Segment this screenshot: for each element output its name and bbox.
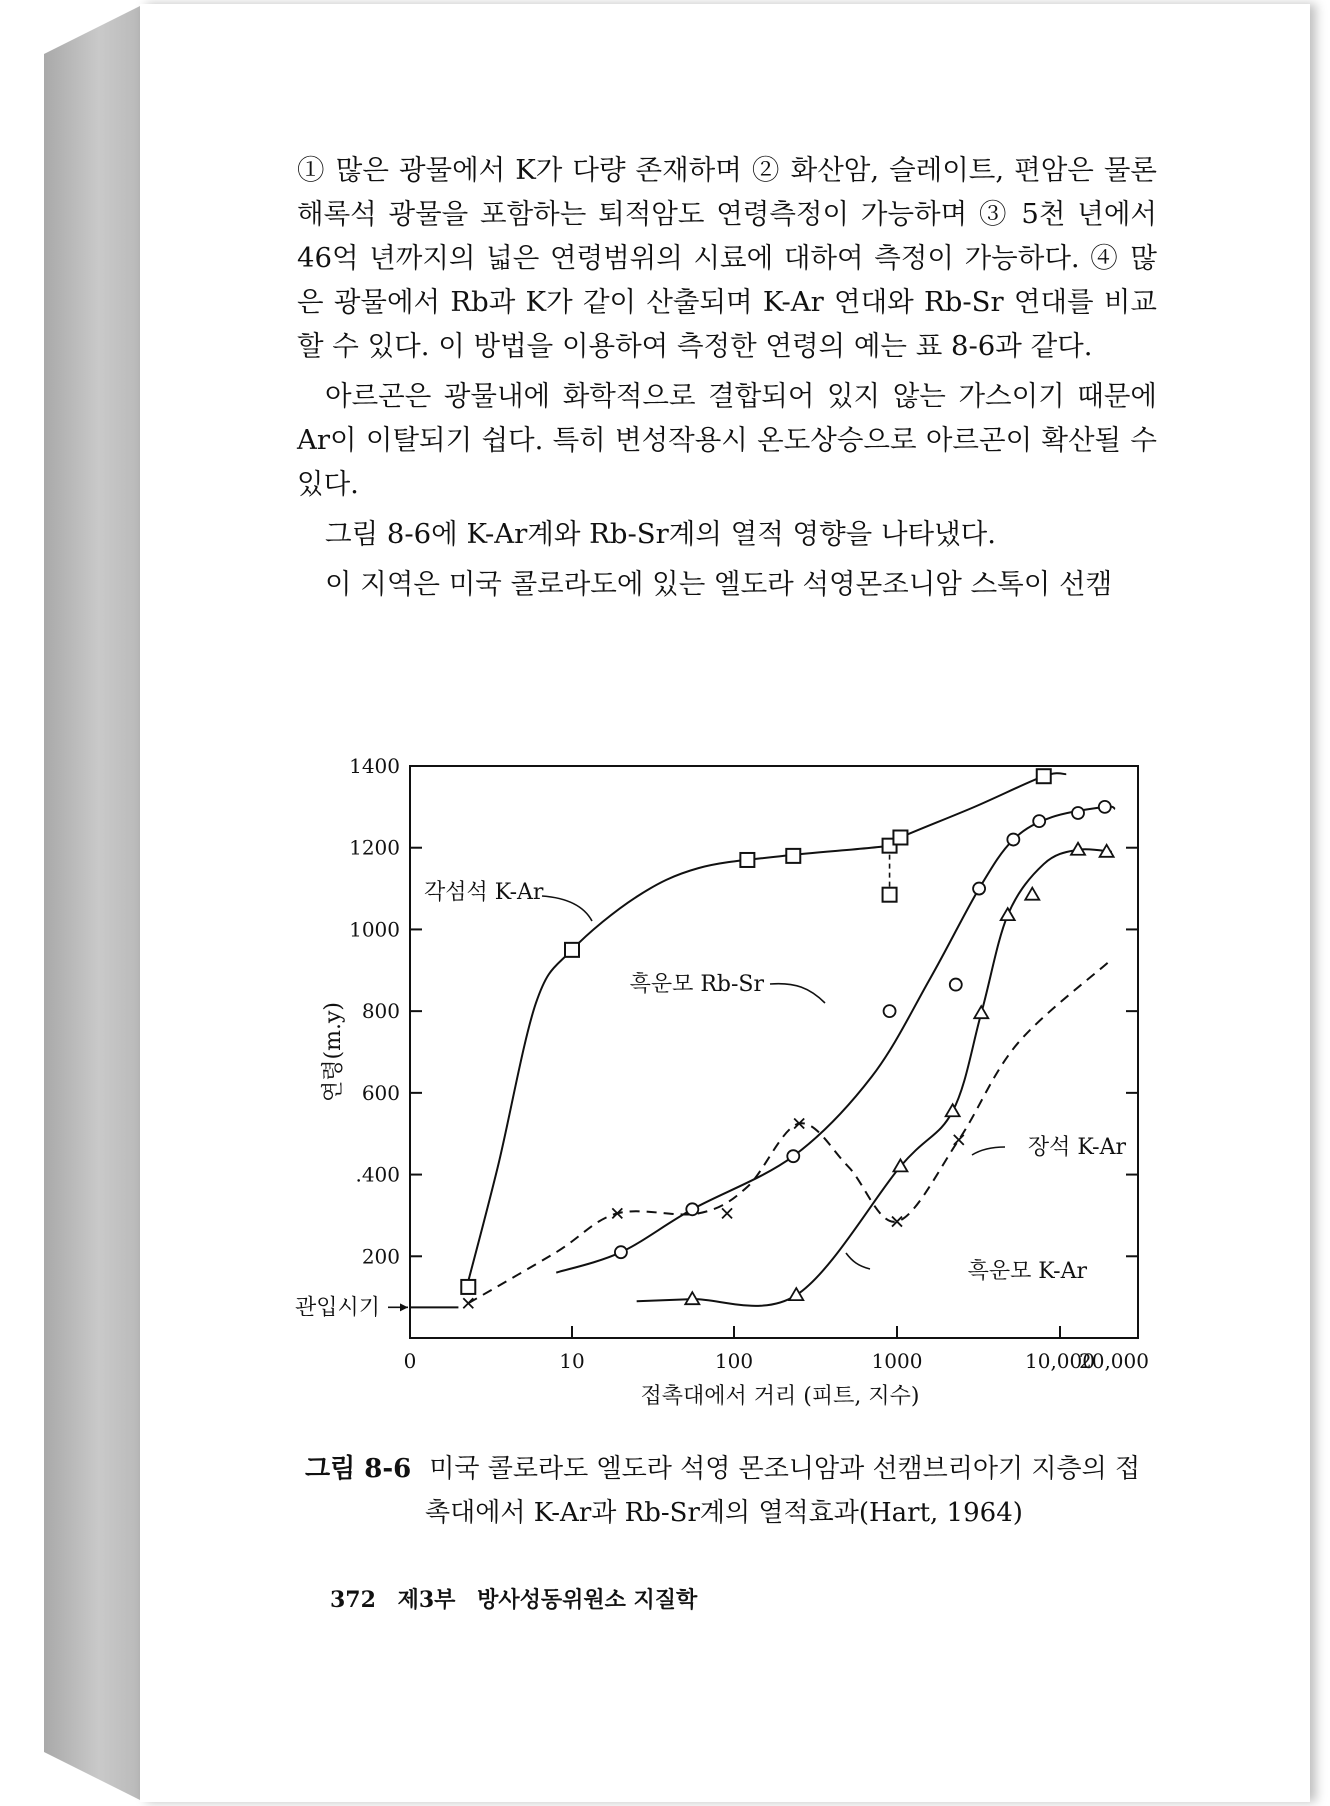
figure-caption (305, 1447, 1165, 1535)
data-point-x (722, 1208, 732, 1218)
label-amphibole-k-ar: 각섬석 K-Ar (424, 880, 544, 905)
data-point-square (740, 853, 754, 867)
data-point-circle (787, 1150, 799, 1162)
data-point-triangle (685, 1292, 699, 1304)
data-point-x (463, 1298, 473, 1308)
data-point-triangle (789, 1288, 803, 1300)
section-title: 방사성동위원소 지질학 (477, 1587, 698, 1613)
data-point-triangle (974, 1006, 988, 1018)
data-point-triangle (1025, 888, 1039, 900)
caption-line-1: 미국 콜로라도 엘도라 석영 몬조니암과 선캠브리아기 지층의 접 (429, 1454, 1141, 1484)
y-axis-label: 연령(m.y) (321, 1002, 346, 1102)
body-text (297, 148, 1157, 606)
x-tick-label: 10 (559, 1349, 585, 1373)
data-point-circle (686, 1203, 698, 1215)
caption-line-2: 촉대에서 K-Ar과 Rb-Sr계의 열적효과(Hart, 1964) (425, 1498, 1023, 1528)
y-tick-label: .400 (355, 1162, 400, 1187)
x-tick-label: 0 (403, 1349, 417, 1373)
x-tick-label: 10,000 (1025, 1349, 1095, 1373)
figure-8-6-chart (280, 748, 1180, 1408)
data-point-triangle (1001, 908, 1015, 920)
data-point-square (786, 849, 800, 863)
y-tick-label: 200 (361, 1244, 400, 1269)
curve-3 (468, 962, 1108, 1303)
data-point-circle (1072, 807, 1084, 819)
label-feldspar-k-ar-leader (972, 1147, 1005, 1155)
book-edge (44, 4, 144, 1802)
x-tick-label: 20,000 (1079, 1349, 1149, 1373)
data-point-square (893, 831, 907, 845)
page-number: 372 (330, 1587, 376, 1613)
x-tick-label: 1000 (871, 1349, 923, 1373)
y-tick-label: 800 (361, 999, 400, 1024)
part-label: 제3부 (397, 1587, 456, 1613)
y-tick-label: 1000 (349, 917, 400, 942)
page-footer (330, 1583, 711, 1614)
data-point-circle (884, 1005, 896, 1017)
data-point-circle (615, 1246, 627, 1258)
intrusion-label: 관입시기 (294, 1295, 380, 1321)
paragraph-4: 이 지역은 미국 콜로라도에 있는 엘도라 석영몬조니암 스톡이 선캠 (325, 568, 1113, 600)
caption-number: 그림 8-6 (305, 1454, 412, 1484)
data-point-circle (1099, 801, 1111, 813)
data-point-triangle (946, 1104, 960, 1116)
y-tick-label: 1400 (349, 754, 400, 778)
data-point-square (1037, 769, 1051, 783)
label-amphibole-k-ar-leader (542, 896, 592, 921)
data-point-square (461, 1280, 475, 1294)
data-point-square (565, 943, 579, 957)
data-point-circle (950, 979, 962, 991)
y-tick-label: 600 (361, 1080, 400, 1105)
data-point-x (954, 1135, 964, 1145)
x-tick-label: 100 (714, 1349, 754, 1373)
label-biotite-k-ar-leader (846, 1253, 870, 1269)
plot-frame (410, 766, 1138, 1338)
data-point-circle (1033, 815, 1045, 827)
y-tick-label: 1200 (349, 835, 400, 860)
paragraph-3: 그림 8-6에 K-Ar계와 Rb-Sr계의 열적 영향을 나타냈다. (325, 518, 996, 550)
data-point-circle (973, 883, 985, 895)
data-point-square (883, 888, 897, 902)
x-axis-label: 접촉대에서 거리 (피트, 지수) (640, 1384, 920, 1408)
data-point-circle (1007, 834, 1019, 846)
label-biotite-rb-sr: 흑운모 Rb-Sr (629, 972, 764, 997)
label-biotite-rb-sr-leader (770, 984, 825, 1003)
paragraph-1: ① 많은 광물에서 K가 다량 존재하며 ② 화산암, 슬레이트, 편암은 물론 해록석 광물을 포함하는 퇴적암도 연령측정이 가능하며 ③ 5천 년에서 46억 년까지의 넓은 연령범위의 시료에 대하여 측정이 가능하다. ④ 많은 광물에서 Rb과 K가 같이 산출되며 K-Ar 연대와 Rb-Sr 연대를 비교할 수 있다. 이 방법을 이용하여 측정한 연령의 예는 표 8-6과 같다. (297, 154, 1157, 362)
intrusion-arrowhead (400, 1303, 408, 1311)
curve-4 (637, 849, 1112, 1306)
label-feldspar-k-ar: 장석 K-Ar (1027, 1135, 1126, 1160)
label-biotite-k-ar: 흑운모 K-Ar (967, 1259, 1087, 1284)
paragraph-2: 아르곤은 광물내에 화학적으로 결합되어 있지 않는 가스이기 때문에 Ar이 이탈되기 쉽다. 특히 변성작용시 온도상승으로 아르곤이 확산될 수 있다. (297, 380, 1157, 500)
